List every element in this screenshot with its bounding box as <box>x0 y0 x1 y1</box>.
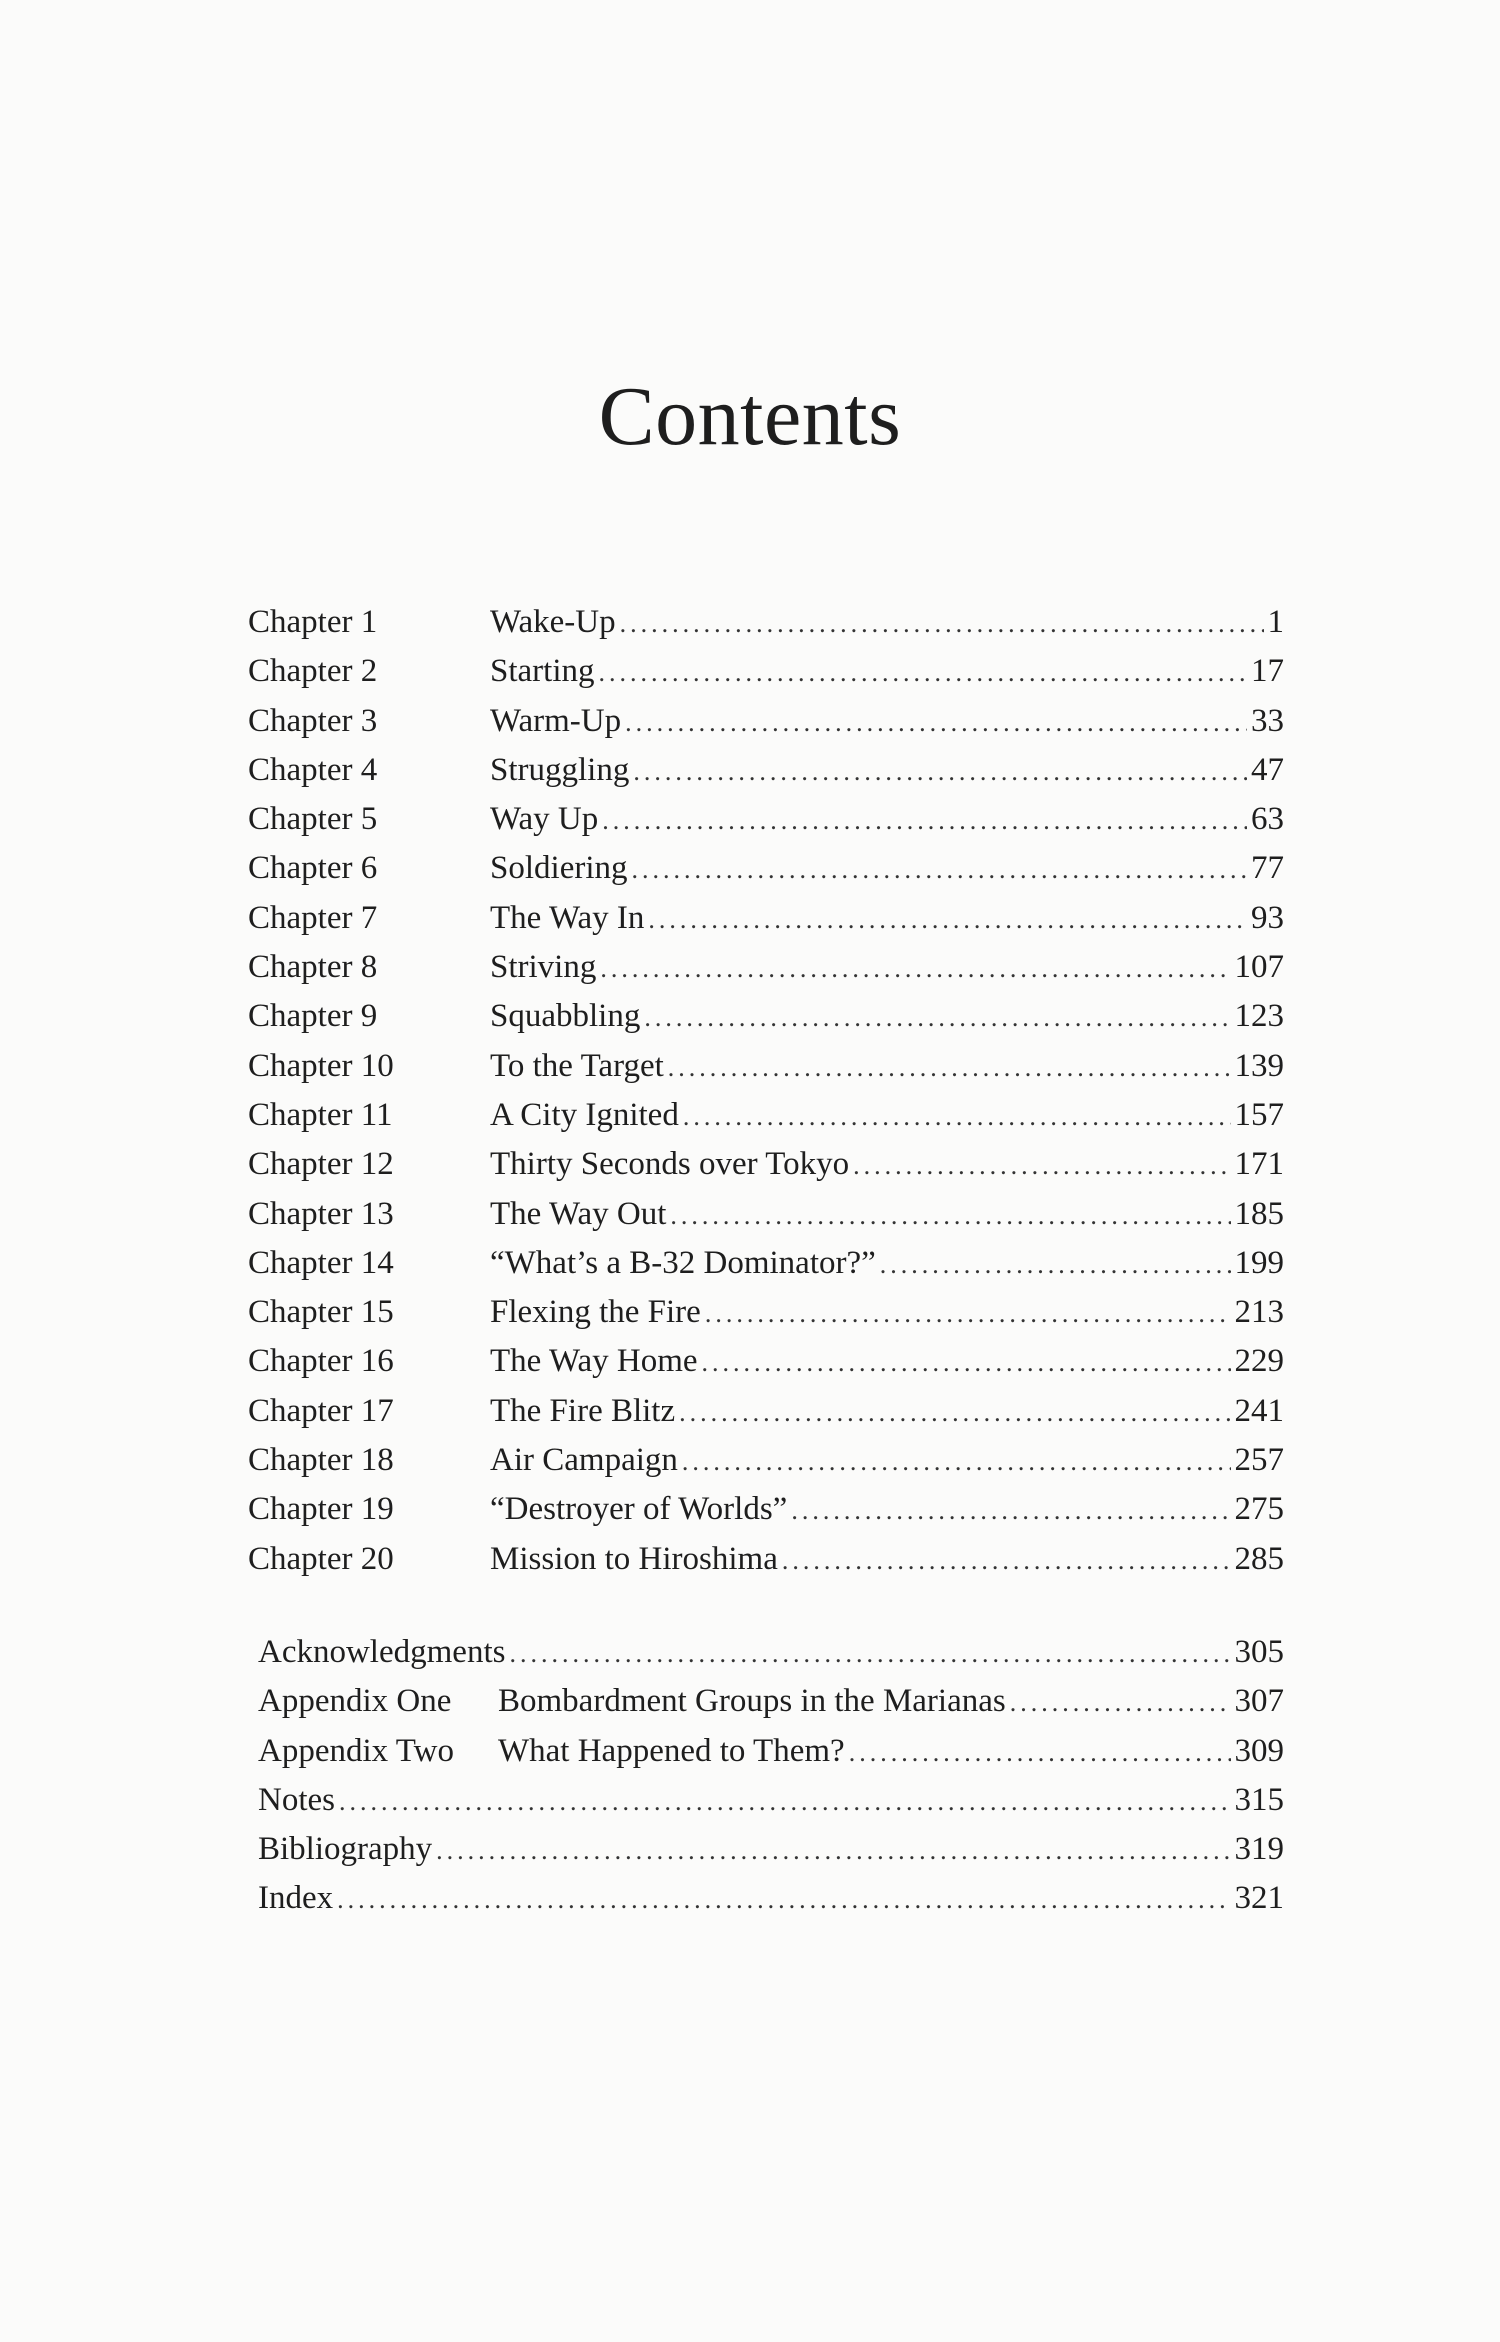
page-number: 123 <box>1234 998 1284 1035</box>
chapter-title: Warm-Up <box>490 702 622 739</box>
chapter-number: Chapter 19 <box>248 1491 394 1528</box>
page-number: 309 <box>1234 1732 1284 1769</box>
page-number: 321 <box>1234 1880 1284 1917</box>
chapter-title: The Way Out <box>490 1195 667 1232</box>
dot-leader <box>705 1289 1231 1338</box>
dot-leader <box>600 944 1230 993</box>
toc-entry <box>248 1042 1284 1091</box>
chapter-number: Chapter 10 <box>248 1047 394 1084</box>
page-number: 319 <box>1234 1831 1284 1868</box>
page-number: 33 <box>1251 702 1284 739</box>
chapter-title: Air Campaign <box>490 1442 678 1479</box>
page-number: 257 <box>1234 1442 1284 1479</box>
toc-entry <box>248 746 1284 795</box>
page-title: Contents <box>598 370 902 463</box>
toc-entry <box>248 1337 1284 1386</box>
back-matter-title: Bombardment Groups in the Marianas <box>498 1683 1006 1720</box>
chapter-title: Mission to Hiroshima <box>490 1540 778 1577</box>
toc-entry <box>248 1190 1284 1239</box>
chapter-number: Chapter 17 <box>248 1392 394 1429</box>
page-number: 77 <box>1251 850 1284 887</box>
dot-leader <box>436 1826 1230 1875</box>
page-number: 107 <box>1234 949 1284 986</box>
page-number: 139 <box>1234 1047 1284 1084</box>
chapter-title: Striving <box>490 949 597 986</box>
page-number: 1 <box>1267 604 1284 640</box>
dot-leader <box>782 1536 1231 1585</box>
chapter-number: Chapter 14 <box>248 1244 394 1281</box>
chapter-number: Chapter 12 <box>248 1146 394 1183</box>
chapter-number: Chapter 5 <box>248 801 378 838</box>
dot-leader <box>853 1141 1230 1190</box>
toc-entry <box>248 894 1284 943</box>
chapter-list <box>248 598 1284 1584</box>
back-matter-entry <box>258 1628 1284 1677</box>
page-number: 185 <box>1234 1195 1284 1232</box>
back-matter-title: What Happened to Them? <box>498 1732 845 1769</box>
chapter-number: Chapter 16 <box>248 1343 394 1380</box>
page-number: 315 <box>1234 1781 1284 1818</box>
chapter-title: Flexing the Fire <box>490 1294 701 1331</box>
dot-leader <box>339 1777 1231 1826</box>
page-number: 229 <box>1234 1343 1284 1380</box>
chapter-number: Chapter 13 <box>248 1195 394 1232</box>
back-matter-entry <box>258 1677 1284 1726</box>
chapter-title: A City Ignited <box>490 1096 679 1133</box>
dot-leader <box>670 1191 1230 1240</box>
back-matter-entry <box>258 1727 1284 1776</box>
page-number: 307 <box>1234 1683 1284 1720</box>
back-matter-label: Index <box>258 1880 334 1917</box>
back-matter-entry <box>258 1825 1284 1874</box>
page-number: 47 <box>1251 751 1284 788</box>
page-number: 63 <box>1251 801 1284 838</box>
chapter-title: The Way In <box>490 899 645 936</box>
chapter-number: Chapter 9 <box>248 998 378 1035</box>
chapter-number: Chapter 3 <box>248 702 378 739</box>
chapter-number: Chapter 20 <box>248 1540 394 1577</box>
toc-entry <box>248 1288 1284 1337</box>
chapter-title: The Way Home <box>490 1343 698 1380</box>
toc-entry <box>248 1436 1284 1485</box>
chapter-title: Wake-Up <box>490 604 616 640</box>
page-number: 199 <box>1234 1244 1284 1281</box>
chapter-number: Chapter 4 <box>248 751 378 788</box>
chapter-number: Chapter 1 <box>248 604 378 640</box>
toc-entry <box>248 598 1284 647</box>
toc-entry <box>248 1140 1284 1189</box>
chapter-title: Struggling <box>490 751 630 788</box>
page-number: 275 <box>1234 1491 1284 1528</box>
dot-leader <box>620 599 1264 648</box>
dot-leader <box>880 1240 1231 1289</box>
page-number: 285 <box>1234 1540 1284 1577</box>
chapter-number: Chapter 11 <box>248 1096 393 1133</box>
dot-leader <box>509 1629 1230 1678</box>
dot-leader <box>702 1338 1231 1387</box>
back-matter-label: Bibliography <box>258 1831 433 1868</box>
dot-leader <box>632 845 1248 894</box>
chapter-number: Chapter 15 <box>248 1294 394 1331</box>
dot-leader <box>633 747 1247 796</box>
toc-entry <box>248 697 1284 746</box>
toc-entry <box>248 844 1284 893</box>
dot-leader <box>683 1092 1231 1141</box>
page-number: 305 <box>1234 1634 1284 1670</box>
toc-entry <box>248 795 1284 844</box>
chapter-title: Squabbling <box>490 998 641 1035</box>
dot-leader <box>337 1875 1230 1924</box>
toc-entry <box>248 992 1284 1041</box>
chapter-title: Way Up <box>490 801 599 838</box>
chapter-title: Starting <box>490 653 595 690</box>
chapter-title: “Destroyer of Worlds” <box>490 1491 788 1528</box>
toc-entry <box>248 1239 1284 1288</box>
dot-leader <box>849 1728 1231 1777</box>
chapter-title: To the Target <box>490 1047 664 1084</box>
dot-leader <box>625 698 1247 747</box>
page-number: 241 <box>1234 1392 1284 1429</box>
dot-leader <box>668 1043 1231 1092</box>
chapter-number: Chapter 8 <box>248 949 378 986</box>
back-matter-label: Notes <box>258 1781 335 1818</box>
dot-leader <box>644 993 1230 1042</box>
toc-entry <box>248 1535 1284 1584</box>
back-matter-list <box>258 1628 1284 1924</box>
dot-leader <box>682 1437 1231 1486</box>
back-matter-label: Appendix One <box>258 1683 452 1720</box>
dot-leader <box>791 1486 1230 1535</box>
toc-entry <box>248 1485 1284 1534</box>
chapter-number: Chapter 18 <box>248 1442 394 1479</box>
dot-leader <box>648 895 1247 944</box>
page-number: 93 <box>1251 899 1284 936</box>
back-matter-entry <box>258 1776 1284 1825</box>
chapter-title: “What’s a B-32 Dominator?” <box>490 1244 876 1281</box>
back-matter-label: Appendix Two <box>258 1732 454 1769</box>
chapter-title: Soldiering <box>490 850 628 887</box>
dot-leader <box>679 1388 1230 1437</box>
toc-entry <box>248 647 1284 696</box>
toc-entry <box>248 943 1284 992</box>
chapter-number: Chapter 2 <box>248 653 378 690</box>
chapter-title: The Fire Blitz <box>490 1392 676 1429</box>
page-number: 213 <box>1234 1294 1284 1331</box>
chapter-title: Thirty Seconds over Tokyo <box>490 1146 850 1183</box>
back-matter-entry <box>258 1874 1284 1923</box>
chapter-number: Chapter 6 <box>248 850 378 887</box>
toc-entry <box>248 1091 1284 1140</box>
page-number: 157 <box>1234 1096 1284 1133</box>
page-number: 171 <box>1234 1146 1284 1183</box>
dot-leader <box>599 648 1248 697</box>
toc-entry <box>248 1387 1284 1436</box>
dot-leader <box>602 796 1247 845</box>
page-number: 17 <box>1251 653 1284 690</box>
back-matter-label: Acknowledgments <box>258 1634 506 1670</box>
dot-leader <box>1010 1678 1231 1727</box>
chapter-number: Chapter 7 <box>248 899 378 936</box>
